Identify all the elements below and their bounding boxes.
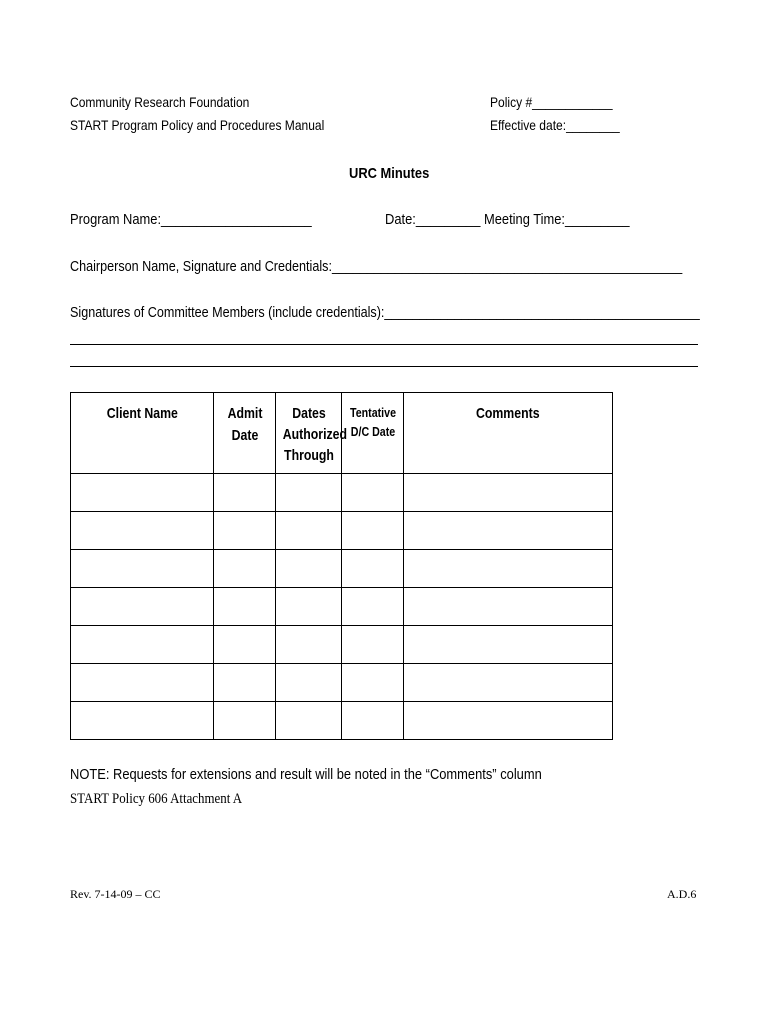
col-admit-date: Admit Date [214, 393, 276, 474]
date-meeting-time-field: Date:_________ Meeting Time:_________ [385, 211, 630, 228]
chairperson-field: Chairperson Name, Signature and Credentials:__________________________________________________ [70, 258, 683, 275]
table-row [71, 550, 613, 588]
col-dates-authorized: Dates Authorized Through [276, 393, 342, 474]
policy-number: Policy #____________ [490, 94, 613, 110]
col-comments: Comments [404, 393, 613, 474]
table-row [71, 512, 613, 550]
col-tentative-dc-date: Tentative D/C Date [342, 393, 404, 474]
document-code: A.D.6 [667, 887, 697, 901]
attachment-label: START Policy 606 Attachment A [70, 791, 243, 807]
signature-line [70, 344, 698, 345]
table-row [71, 664, 613, 702]
table-row [71, 474, 613, 512]
revision-note: Rev. 7-14-09 – CC [70, 887, 161, 901]
table-row [71, 702, 613, 740]
committee-signatures-field: Signatures of Committee Members (include credentials):_____________________________________________ [70, 304, 700, 321]
client-table [70, 392, 613, 740]
col-client-name: Client Name [71, 393, 214, 474]
manual-name: START Program Policy and Procedures Manual [70, 117, 325, 133]
page-title: URC Minutes [349, 165, 430, 182]
signature-line [70, 366, 698, 367]
table-row [71, 588, 613, 626]
table-header-row [71, 393, 613, 474]
program-name-field: Program Name:_____________________ [70, 211, 312, 228]
org-name: Community Research Foundation [70, 94, 250, 110]
effective-date: Effective date:________ [490, 117, 620, 133]
table-row [71, 626, 613, 664]
comments-note: NOTE: Requests for extensions and result will be noted in the “Comments” column [70, 766, 542, 783]
